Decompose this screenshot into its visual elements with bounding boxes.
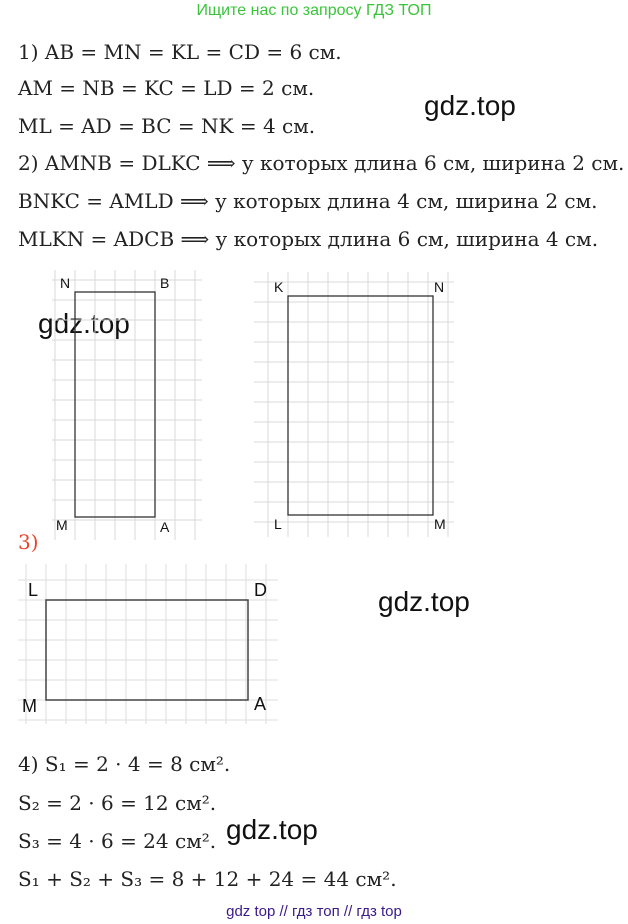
watermark: gdz.top <box>424 90 516 121</box>
area-line-3: S₃ = 4 · 6 = 24 см². <box>18 829 217 853</box>
footer-links[interactable]: gdz top // гдз топ // гдз top <box>226 903 402 920</box>
section-3-label: 3) <box>18 530 39 554</box>
answer-line-4: 2) AMNB = DLKC ⟹ у которых длина 6 см, ширина 2 см. <box>18 151 625 175</box>
search-banner: Ищите нас по запросу ГДЗ ТОП <box>196 2 432 19</box>
area-line-2: S₂ = 2 · 6 = 12 см². <box>18 791 217 815</box>
vertex-label: M <box>22 696 37 716</box>
vertex-label: A <box>160 519 170 535</box>
vertex-label: D <box>254 580 267 600</box>
vertex-label: K <box>274 279 284 295</box>
figure-rect-1 <box>52 270 202 540</box>
answer-line-3: ML = AD = BC = NK = 4 см. <box>18 114 316 138</box>
answer-line-2: AM = NB = KC = LD = 2 см. <box>18 76 315 100</box>
area-line-sum: S₁ + S₂ + S₃ = 8 + 12 + 24 = 44 см². <box>18 867 397 891</box>
vertex-label: A <box>254 694 267 714</box>
vertex-label: L <box>274 516 282 532</box>
vertex-label: M <box>434 516 446 532</box>
vertex-label: B <box>160 275 170 291</box>
figure-rect-3 <box>18 564 278 724</box>
answer-line-6: MLKN = ADCB ⟹ у которых длина 6 см, ширина 4 см. <box>18 227 599 251</box>
vertex-label: N <box>60 275 71 291</box>
vertex-label: N <box>434 279 445 295</box>
answer-line-5: BNKC = AMLD ⟹ у которых длина 4 см, ширина 2 см. <box>18 189 598 213</box>
figure-rect-2 <box>254 272 454 537</box>
vertex-label: L <box>28 580 39 600</box>
rectangle <box>46 600 248 700</box>
watermark: gdz.top <box>378 586 470 617</box>
vertex-label: M <box>56 517 68 533</box>
grid <box>254 272 454 537</box>
watermark: gdz.top <box>38 308 130 339</box>
answer-line-1: 1) AB = MN = KL = CD = 6 см. <box>18 40 342 64</box>
area-line-1: 4) S₁ = 2 · 4 = 8 см². <box>18 752 231 776</box>
watermark: gdz.top <box>226 814 318 845</box>
